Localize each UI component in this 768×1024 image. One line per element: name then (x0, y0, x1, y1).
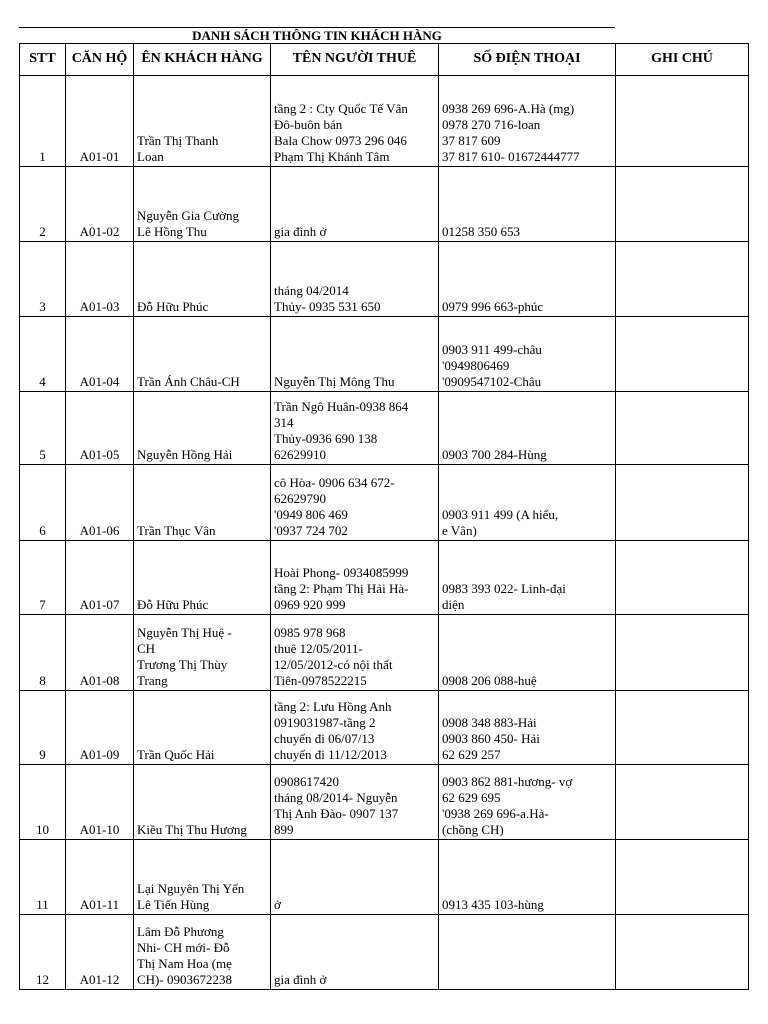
cell-note (616, 242, 749, 317)
cell-tenant (271, 465, 439, 541)
cell-stt-text: 5 (39, 447, 46, 462)
cell-stt (20, 840, 66, 915)
cell-stt-text: 6 (39, 523, 46, 538)
cell-tenant (271, 915, 439, 990)
cell-customer (134, 915, 271, 990)
cell-tenant-text: Nguyễn Thị Mông Thu (274, 374, 395, 389)
cell-stt (20, 541, 66, 615)
cell-note (616, 317, 749, 392)
cell-tenant-text: Hoài Phong- 0934085999 tầng 2: Phạm Thị Hải Hà- 0969 920 999 (274, 565, 409, 612)
cell-stt-text: 9 (39, 747, 46, 762)
cell-customer (134, 76, 271, 167)
cell-tenant-text: gia đình ở (274, 972, 327, 987)
column-header-tenant: TÊN NGƯỜI THUÊ (271, 44, 439, 76)
cell-apartment (66, 76, 134, 167)
cell-tenant-text: ở (274, 897, 281, 912)
cell-phone (439, 615, 616, 691)
cell-phone-text: 0913 435 103-hùng (442, 897, 544, 912)
cell-stt (20, 76, 66, 167)
cell-apartment-text: A01-02 (79, 224, 120, 239)
cell-apartment-text: A01-09 (79, 747, 120, 762)
cell-stt-text: 8 (39, 673, 46, 688)
cell-customer-text: Lâm Đỗ Phương Nhi- CH mới- Đỗ Thị Nam Hoa (mẹ CH)- 0903672238 (137, 924, 232, 987)
cell-phone (439, 691, 616, 765)
cell-customer-text: Kiều Thị Thu Hương (137, 822, 247, 837)
cell-tenant (271, 691, 439, 765)
cell-customer (134, 765, 271, 840)
cell-phone-text: 0908 348 883-Hải 0903 860 450- Hải 62 629 257 (442, 715, 540, 762)
cell-stt (20, 915, 66, 990)
cell-apartment-text: A01-04 (79, 374, 120, 389)
cell-stt-text: 10 (36, 822, 49, 837)
cell-phone-text: 0979 996 663-phúc (442, 299, 544, 314)
cell-phone (439, 840, 616, 915)
column-header-stt: STT (20, 44, 66, 76)
cell-stt (20, 242, 66, 317)
cell-customer (134, 691, 271, 765)
cell-apartment-text: A01-11 (79, 897, 120, 912)
table-body (20, 76, 749, 990)
cell-apartment-text: A01-07 (79, 597, 120, 612)
column-header-phone: SỐ ĐIỆN THOẠI (439, 44, 616, 76)
cell-apartment (66, 167, 134, 242)
cell-customer-text: Nguyễn Hồng Hải (137, 447, 233, 462)
cell-note (616, 765, 749, 840)
table-row (20, 76, 749, 167)
cell-customer-text: Trần Ánh Châu-CH (137, 374, 240, 389)
cell-note (616, 76, 749, 167)
cell-stt (20, 465, 66, 541)
table-row (20, 691, 749, 765)
cell-customer-text: Đỗ Hữu Phúc (137, 597, 209, 612)
table-row (20, 465, 749, 541)
cell-note (616, 915, 749, 990)
cell-stt-text: 1 (39, 149, 46, 164)
cell-tenant (271, 541, 439, 615)
cell-tenant-text: 0985 978 968 thuê 12/05/2011- 12/05/2012-có nội thất Tiên-0978522215 (274, 625, 393, 688)
cell-tenant (271, 765, 439, 840)
cell-phone (439, 765, 616, 840)
cell-note (616, 167, 749, 242)
cell-note (616, 541, 749, 615)
cell-note (616, 615, 749, 691)
table-row (20, 167, 749, 242)
cell-phone (439, 541, 616, 615)
cell-tenant-text: cô Hòa- 0906 634 672- 62629790 '0949 806 469 '0937 724 702 (274, 475, 395, 538)
cell-apartment (66, 691, 134, 765)
cell-apartment (66, 317, 134, 392)
cell-stt-text: 2 (39, 224, 46, 239)
cell-stt (20, 765, 66, 840)
cell-phone (439, 76, 616, 167)
cell-note (616, 691, 749, 765)
cell-phone (439, 392, 616, 465)
cell-phone-text: 0938 269 696-A.Hà (mg) 0978 270 716-loan 37 817 609 37 817 610- 01672444777 (442, 101, 580, 164)
table-row (20, 840, 749, 915)
sheet-title: DANH SÁCH THÔNG TIN KHÁCH HÀNG (19, 27, 615, 43)
cell-tenant (271, 392, 439, 465)
cell-phone-text: 0903 911 499 (A hiếu, e Vân) (442, 507, 559, 538)
cell-phone-text: 0908 206 088-huệ (442, 673, 537, 688)
cell-apartment-text: A01-03 (79, 299, 120, 314)
cell-tenant-text: gia đình ở (274, 224, 327, 239)
cell-apartment-text: A01-06 (79, 523, 120, 538)
cell-phone (439, 915, 616, 990)
cell-customer (134, 541, 271, 615)
cell-apartment (66, 765, 134, 840)
cell-tenant-text: Trần Ngô Huân-0938 864 314 Thủy-0936 690 138 62629910 (274, 399, 409, 462)
table-row (20, 317, 749, 392)
cell-tenant (271, 242, 439, 317)
table-row (20, 541, 749, 615)
cell-apartment-text: A01-01 (79, 149, 120, 164)
cell-phone (439, 242, 616, 317)
cell-apartment (66, 915, 134, 990)
cell-apartment (66, 242, 134, 317)
table-row (20, 242, 749, 317)
cell-apartment (66, 465, 134, 541)
cell-apartment-text: A01-05 (79, 447, 120, 462)
cell-phone (439, 465, 616, 541)
cell-customer-text: Lại Nguyên Thị Yến Lê Tiến Hùng (137, 881, 245, 912)
cell-customer-text: Trần Quốc Hải (137, 747, 215, 762)
cell-tenant (271, 317, 439, 392)
cell-tenant (271, 615, 439, 691)
cell-phone-text: 0903 862 881-hương- vợ 62 629 695 '0938 269 696-a.Hà- (chồng CH) (442, 774, 573, 837)
cell-stt (20, 167, 66, 242)
cell-apartment (66, 392, 134, 465)
cell-note (616, 840, 749, 915)
cell-phone-text: 01258 350 653 (442, 224, 520, 239)
cell-customer (134, 615, 271, 691)
header-row (20, 44, 749, 76)
cell-phone-text: 0903 700 284-Hùng (442, 447, 547, 462)
customer-table (19, 43, 749, 990)
cell-stt-text: 4 (39, 374, 46, 389)
cell-customer-text: Nguyễn Thị Huệ - CH Trương Thị Thùy Trang (137, 625, 232, 688)
cell-note (616, 392, 749, 465)
cell-customer (134, 167, 271, 242)
cell-stt (20, 691, 66, 765)
table-row (20, 915, 749, 990)
column-header-customer: ÊN KHÁCH HÀNG (134, 44, 271, 76)
cell-stt-text: 11 (36, 897, 49, 912)
cell-customer (134, 840, 271, 915)
cell-customer-text: Nguyễn Gia Cường Lê Hồng Thu (137, 208, 240, 239)
cell-tenant (271, 840, 439, 915)
cell-phone-text: 0983 393 022- Linh-đại diện (442, 581, 566, 612)
cell-customer (134, 392, 271, 465)
cell-customer-text: Đỗ Hữu Phúc (137, 299, 209, 314)
cell-apartment (66, 840, 134, 915)
column-header-apartment: CĂN HỘ (66, 44, 134, 76)
cell-customer (134, 317, 271, 392)
cell-stt (20, 317, 66, 392)
table-row (20, 615, 749, 691)
cell-tenant-text: tầng 2: Lưu Hồng Anh 0919031987-tầng 2 chuyển đi 06/07/13 chuyển đi 11/12/2013 (274, 699, 392, 762)
cell-phone (439, 317, 616, 392)
cell-apartment (66, 541, 134, 615)
table-row (20, 765, 749, 840)
cell-customer (134, 465, 271, 541)
cell-stt-text: 3 (39, 299, 46, 314)
cell-apartment-text: A01-12 (79, 972, 120, 987)
column-header-note: GHI CHÚ (616, 44, 749, 76)
cell-tenant (271, 167, 439, 242)
cell-apartment (66, 615, 134, 691)
cell-customer (134, 242, 271, 317)
cell-tenant (271, 76, 439, 167)
cell-tenant-text: tháng 04/2014 Thủy- 0935 531 650 (274, 283, 381, 314)
cell-tenant-text: 0908617420 tháng 08/2014- Nguyễn Thị Anh Đào- 0907 137 899 (274, 774, 399, 837)
cell-stt (20, 615, 66, 691)
cell-note (616, 465, 749, 541)
cell-customer-text: Trần Thục Vân (137, 523, 216, 538)
cell-apartment-text: A01-10 (79, 822, 120, 837)
cell-stt (20, 392, 66, 465)
table-row (20, 392, 749, 465)
cell-tenant-text: tầng 2 : Cty Quốc Tế Vân Đô-buôn bán Bala Chow 0973 296 046 Phạm Thị Khánh Tâm (274, 101, 408, 164)
cell-phone (439, 167, 616, 242)
cell-phone-text: 0903 911 499-châu '0949806469 '0909547102-Châu (442, 342, 542, 389)
cell-apartment-text: A01-08 (79, 673, 120, 688)
cell-customer-text: Trần Thị Thanh Loan (137, 133, 219, 164)
cell-stt-text: 12 (36, 972, 49, 987)
cell-stt-text: 7 (39, 597, 46, 612)
